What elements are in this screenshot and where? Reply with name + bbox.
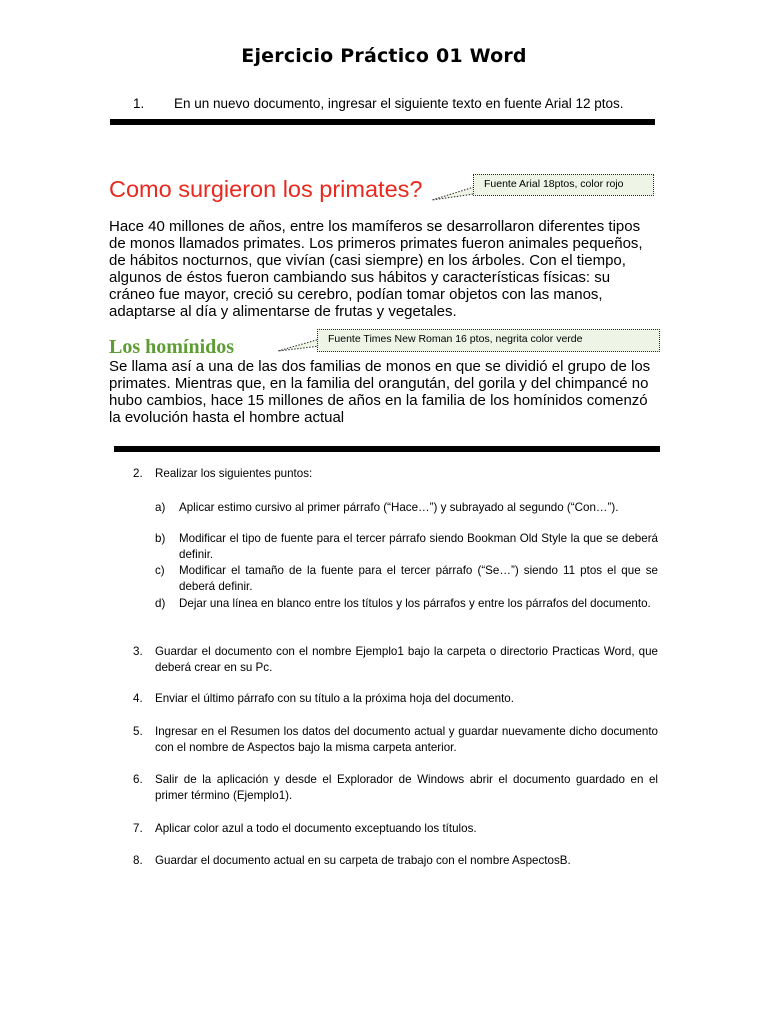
subitem-text: Modificar el tamaño de la fuente para el tercer párrafo (“Se…”) siendo 11 ptos el que se deberá definir. [179, 564, 658, 593]
paragraph-primates: Hace 40 millones de años, entre los mamíferos se desarrollaron diferentes tipos de monos llamados primates. Los primeros primates fueron animales pequeños, de hábitos nocturnos, que vivían (casi siempre) en los árboles. Con el tiempo, algunos de éstos fueron cambiando sus hábitos y características físicas: su cráneo fue mayor, creció su cerebro, podían tomar objetos con las manos, adaptarse al día y alimentarse de frutas y vegetales. [109, 218, 643, 320]
item-number: 6. [133, 773, 143, 786]
item-number: 8. [133, 854, 143, 867]
instruction-item-6 [133, 772, 660, 806]
heading-hominidos: Los homínidos [109, 336, 235, 358]
callout-font-times: Fuente Times New Roman 16 ptos, negrita color verde [317, 329, 660, 352]
item-text: Ingresar en el Resumen los datos del documento actual y guardar nuevamente dicho documento con el nombre de Aspectos bajo la misma carpeta anterior. [155, 725, 658, 754]
callout-font-arial: Fuente Arial 18ptos, color rojo [473, 174, 654, 196]
item-text: Guardar el documento actual en su carpeta de trabajo con el nombre AspectosB. [155, 854, 571, 867]
item-text: Aplicar color azul a todo el documento exceptuando los títulos. [155, 822, 477, 835]
instruction-item-7 [133, 821, 660, 839]
subitem-text: Aplicar estimo cursivo al primer párrafo (“Hace…”) y subrayado al segundo (“Con…”). [179, 501, 619, 514]
paragraph-hominidos: Se llama así a una de las dos familias de monos en que se dividió el grupo de los primates. Mientras que, en la familia del orangután, del gorila y del chimpancé no hubo cambios, hace 15 millones de años en la familia de los homínidos comenzó la evolución hasta el hombre actual [109, 358, 651, 426]
item-text: Enviar el último párrafo con su título a la próxima hoja del documento. [155, 692, 514, 705]
item-text: Guardar el documento con el nombre Ejemplo1 bajo la carpeta o directorio Practicas Word, que deberá crear en su Pc. [155, 645, 658, 674]
item-number: 4. [133, 692, 143, 705]
instruction-item-4 [133, 691, 660, 709]
subitem-text: Dejar una línea en blanco entre los títulos y los párrafos y entre los párrafos del documento. [179, 597, 651, 610]
item-number: 2. [133, 467, 143, 480]
item-number: 7. [133, 822, 143, 835]
subitem-d [155, 596, 660, 630]
subitem-letter: b) [155, 532, 166, 545]
item-number: 1. [133, 96, 145, 111]
item-number: 5. [133, 725, 143, 738]
heading-primates: Como surgieron los primates? [109, 176, 423, 202]
instruction-item-3 [133, 644, 660, 678]
subitem-letter: c) [155, 564, 165, 577]
document-title: Ejercicio Práctico 01 Word [241, 45, 527, 67]
subitem-text: Modificar el tipo de fuente para el tercer párrafo siendo Bookman Old Style la que se deberá definir. [179, 532, 658, 561]
subitem-c [155, 563, 660, 597]
subitem-b [155, 531, 660, 565]
subitem-letter: d) [155, 597, 166, 610]
instruction-item-5 [133, 724, 660, 758]
instruction-item-2 [133, 466, 663, 482]
item-number: 3. [133, 645, 143, 658]
item-text: En un nuevo documento, ingresar el siguiente texto en fuente Arial 12 ptos. [174, 96, 624, 111]
subitem-a [155, 500, 660, 534]
subitem-letter: a) [155, 501, 166, 514]
item-text: Realizar los siguientes puntos: [155, 467, 313, 480]
instruction-item-8 [133, 853, 660, 871]
item-text: Salir de la aplicación y desde el Explorador de Windows abrir el documento guardado en el primer término (Ejemplo1). [155, 773, 658, 802]
